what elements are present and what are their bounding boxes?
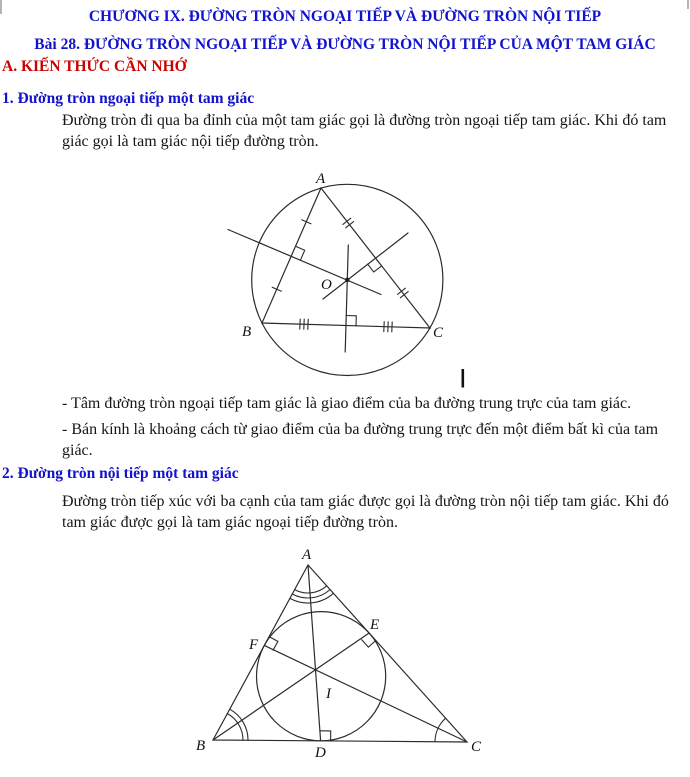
vertex-label-c: C bbox=[433, 325, 444, 341]
vertex-label-a: A bbox=[302, 547, 312, 563]
lesson-title: Bài 28. ĐƯỜNG TRÒN NGOẠI TIẾP VÀ ĐƯỜNG TRÒN NỘI TIẾP CỦA MỘT TAM GIÁC bbox=[34, 36, 656, 53]
incircle bbox=[257, 612, 386, 741]
text-line: tam giác được gọi là tam giác ngoại tiếp đường tròn. bbox=[62, 513, 398, 531]
section2-heading: 2. Đường tròn nội tiếp một tam giác bbox=[2, 465, 239, 482]
right-angle-mark-e bbox=[362, 640, 376, 647]
vertex-label-c: C bbox=[471, 739, 482, 755]
text-line: Đường tròn đi qua ba đỉnh của một tam giác gọi là đường tròn ngoại tiếp tam giác. Khi đó tam bbox=[62, 112, 667, 129]
bisector-b-to-e bbox=[213, 633, 369, 740]
section1-definition bbox=[62, 111, 666, 152]
text-line: giác. bbox=[62, 441, 93, 459]
perpendicular-bisector-ac bbox=[323, 233, 408, 299]
angle-arc-c bbox=[435, 718, 446, 742]
circumcenter-dot bbox=[345, 278, 350, 283]
touchpoint-label-f: F bbox=[249, 637, 259, 653]
incenter-label-i: I bbox=[326, 686, 331, 702]
center-label-o: O bbox=[321, 277, 332, 293]
section-a-heading: A. KIẾN THỨC CẦN NHỚ bbox=[2, 58, 187, 75]
text-line: - Tâm đường tròn ngoại tiếp tam giác là giao điểm của ba đường trung trực của tam giác. bbox=[62, 395, 632, 412]
tick-mark-ac-lower-2 bbox=[400, 292, 408, 298]
note-radius bbox=[62, 420, 658, 461]
right-angle-mark-ac bbox=[368, 264, 382, 272]
perpendicular-bisector-ab bbox=[228, 230, 381, 295]
text-line: Đường tròn tiếp xúc với ba cạnh của tam giác được gọi là đường tròn nội tiếp tam giác. Khi đó bbox=[62, 493, 669, 510]
chapter-title: CHƯƠNG IX. ĐƯỜNG TRÒN NGOẠI TIẾP VÀ ĐƯỜNG TRÒN NỘI TIẾP bbox=[88, 8, 602, 25]
right-angle-mark-bc bbox=[346, 316, 356, 326]
tick-mark-ac-lower-1 bbox=[398, 288, 406, 294]
tick-mark-ac-upper-2 bbox=[346, 222, 354, 228]
circumscribed-circle-figure bbox=[0, 165, 690, 395]
section1-heading: 1. Đường tròn ngoại tiếp một tam giác bbox=[2, 90, 255, 107]
inscribed-circle-figure bbox=[0, 540, 690, 777]
vertex-label-a: A bbox=[316, 171, 326, 187]
vertex-label-b: B bbox=[196, 738, 206, 754]
text-line: - Bán kính là khoảng cách từ giao điểm của ba đường trung trực đến một điểm bất kì của tam bbox=[62, 421, 659, 438]
touchpoint-label-e: E bbox=[370, 617, 380, 633]
angle-arc-a-1 bbox=[295, 586, 327, 593]
text-line: giác gọi là tam giác nội tiếp đường tròn. bbox=[62, 132, 319, 150]
right-angle-mark-d bbox=[321, 731, 331, 741]
text-cursor-artifact bbox=[462, 369, 465, 388]
right-angle-mark-ab bbox=[296, 246, 305, 259]
tick-mark-ac-upper-1 bbox=[343, 218, 351, 224]
touchpoint-label-d: D bbox=[315, 745, 326, 761]
vertex-label-b: B bbox=[242, 324, 252, 340]
section2-definition bbox=[62, 492, 669, 533]
perpendicular-bisector-bc bbox=[345, 245, 348, 352]
bisector-c-to-f bbox=[264, 645, 467, 742]
note-circumcenter bbox=[62, 394, 631, 415]
